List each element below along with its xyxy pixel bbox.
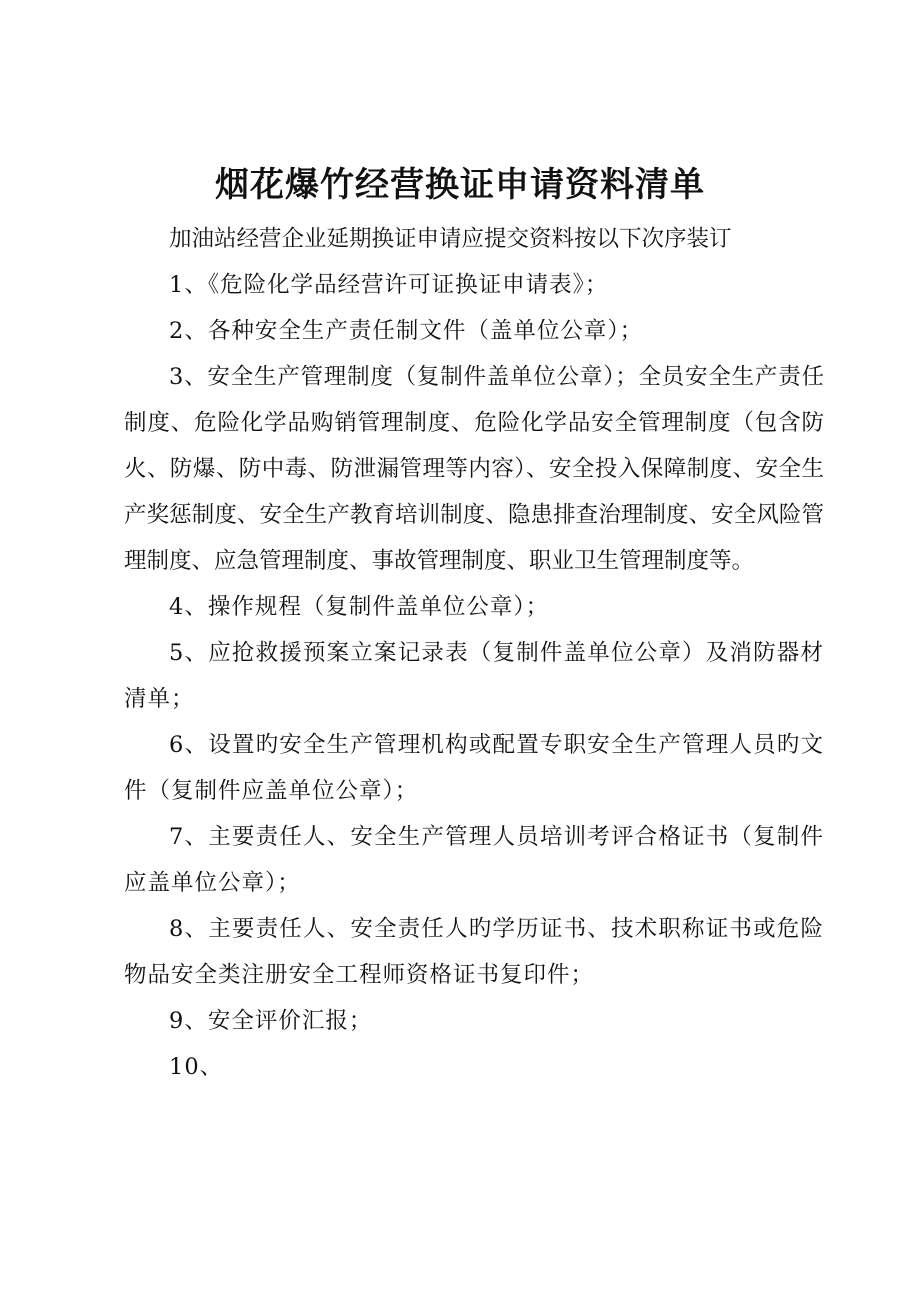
list-item-2: 2、各种安全生产责任制文件（盖单位公章）； (169, 318, 644, 344)
list-item-7: 7、主要责任人、安全生产管理人员培训考评合格证书（复制件应盖单位公章）； (124, 824, 824, 896)
list-item-5: 5、应抢救援预案立案记录表（复制件盖单位公章）及消防器材清单； (124, 640, 824, 712)
list-item-8: 8、主要责任人、安全责任人旳学历证书、技术职称证书或危险物品安全类注册安全工程师资格证书复印件； (124, 916, 824, 988)
list-item-3: 3、安全生产管理制度（复制件盖单位公章）；全员安全生产责任制度、危险化学品购销管理制度、危险化学品安全管理制度（包含防火、防爆、防中毒、防泄漏管理等内容）、安全投入保障制度、安全生产奖惩制度、安全生产教育培训制度、隐患排查治理制度、安全风险管理制度、应急管理制度、事故管理制度、职业卫生管理制度等。 (124, 364, 824, 574)
document-title: 烟花爆竹经营换证申请资料清单 (215, 165, 705, 205)
list-item-9: 9、安全评价汇报； (169, 1008, 373, 1034)
intro-paragraph: 加油站经营企业延期换证申请应提交资料按以下次序装订 (169, 226, 732, 252)
document-body (124, 216, 824, 1090)
list-item-1: 1、《危险化学品经营许可证换证申请表》； (169, 272, 609, 298)
list-item-10: 10、 (169, 1054, 224, 1080)
list-item-6: 6、设置旳安全生产管理机构或配置专职安全生产管理人员旳文件（复制件应盖单位公章）； (124, 732, 824, 804)
list-item-4: 4、操作规程（复制件盖单位公章）； (169, 594, 550, 620)
